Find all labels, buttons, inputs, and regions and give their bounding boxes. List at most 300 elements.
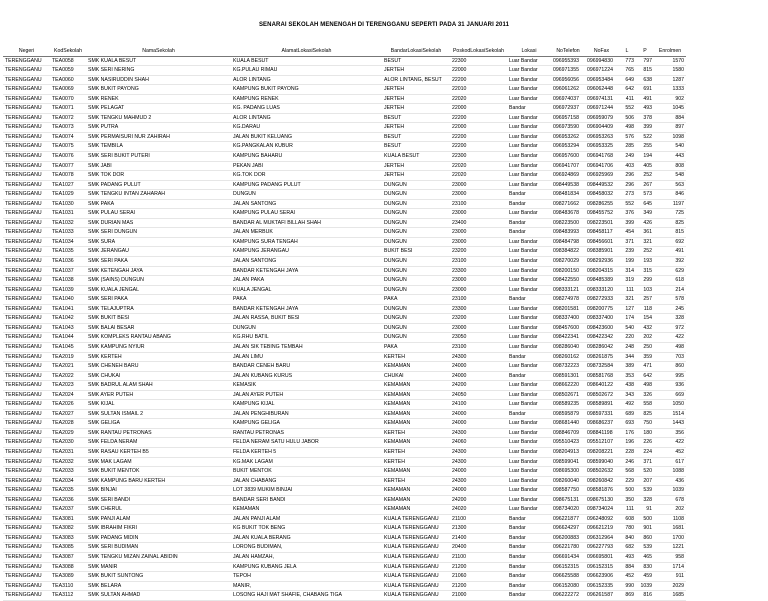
cell-bandar: KEMAMAN [384,391,411,398]
column-header-no-fax: NoFax [585,47,618,56]
cell-lokasi: Bandar [509,525,526,532]
cell-nama-sekolah: SMK BELARA [88,582,122,589]
cell-enrolmen: 422 [675,439,684,446]
cell-enrolmen: 884 [675,114,684,121]
table-row [3,371,686,381]
cell-no-telefon: 098483993 [553,229,579,236]
cell-bandar: DUNGUN [384,200,407,207]
table-row [3,333,686,343]
table-row [3,276,686,286]
cell-negeri: TERENGGANU [5,496,42,503]
cell-lokasi: Bandar [509,105,526,112]
cell-nama-sekolah: SMK RANTAU PETRONAS [88,429,152,436]
cell-poskod: 24000 [452,410,467,417]
cell-nama-sekolah: SMK BUKIT SUNTONG [88,573,144,580]
cell-enrolmen: 703 [675,353,684,360]
cell-enrolmen: 860 [675,363,684,370]
table-row [3,486,686,496]
cell-lokasi: Luar Bandar [509,468,538,475]
cell-perempuan: 118 [643,305,652,312]
cell-no-fax: 098841198 [587,429,613,436]
cell-lelaki: 220 [625,334,634,341]
cell-perempuan: 573 [643,191,652,198]
cell-perempuan: 860 [643,534,652,541]
cell-nama-sekolah: SMK PULAU SERAI [88,210,135,217]
cell-no-fax: 096953263 [587,133,613,140]
cell-bandar: KERTEH [384,448,405,455]
cell-alamat: JALAN KUBANG KURUS [233,372,293,379]
cell-nama-sekolah: SMK SERI BUKIT PUTERI [88,153,150,160]
cell-lelaki: 500 [625,487,634,494]
cell-bandar: KEMAMAN [384,382,411,389]
cell-alamat: LOSONG HAJI MAT SHAFIE, CHABANG TIGA [233,592,342,599]
cell-lelaki: 608 [625,515,634,522]
cell-kod-sekolah: TEA2035 [52,487,74,494]
cell-nama-sekolah: SMK TELAJUPTRA [88,305,134,312]
cell-alamat: KEMASIK [233,382,257,389]
cell-poskod: 23000 [452,181,467,188]
cell-no-telefon: 098201581 [553,305,579,312]
cell-lelaki: 239 [625,248,634,255]
cell-no-telefon: 098732223 [553,363,579,370]
column-header-lelaki: L [618,47,636,56]
cell-no-telefon: 098200150 [553,267,579,274]
cell-poskod: 23100 [452,343,467,350]
cell-negeri: TERENGGANU [5,372,42,379]
table-row [3,428,686,438]
cell-no-telefon: 098333121 [553,286,579,293]
cell-enrolmen: 498 [675,343,684,350]
cell-bandar: DUNGUN [384,238,407,245]
cell-nama-sekolah: SMK TOK DOR [88,172,125,179]
table-row [3,362,686,372]
cell-enrolmen: 422 [675,334,684,341]
cell-kod-sekolah: TEA2037 [52,506,74,513]
cell-kod-sekolah: TEA3088 [52,563,74,570]
cell-alamat: KG.RHU BATIL [233,334,269,341]
cell-no-telefon: 096200883 [553,534,579,541]
cell-poskod: 23000 [452,238,467,245]
column-header-alamat: AlamatLokasiSekolah [231,47,382,56]
cell-negeri: TERENGGANU [5,296,42,303]
cell-bandar: KUALA TERENGGANU [384,553,439,560]
cell-kod-sekolah: TEA2021 [52,363,74,370]
cell-no-fax: 096248092 [587,515,613,522]
cell-bandar: DUNGUN [384,219,407,226]
cell-poskod: 24300 [452,353,467,360]
cell-alamat: KG.PULAU RIMAU [233,67,278,74]
cell-poskod: 22300 [452,153,467,160]
cell-alamat: KG.TOK DOR [233,172,266,179]
cell-kod-sekolah: TEA1034 [52,238,74,245]
cell-enrolmen: 1443 [672,420,684,427]
cell-negeri: TERENGGANU [5,315,42,322]
cell-lokasi: Bandar [509,563,526,570]
cell-perempuan: 321 [643,238,652,245]
cell-perempuan: 539 [643,487,652,494]
cell-perempuan: 522 [643,133,652,140]
table-row [3,409,686,419]
table-row [3,180,686,190]
table-row [3,75,686,85]
cell-poskod: 23300 [452,267,467,274]
cell-no-telefon: 096957158 [553,114,579,121]
cell-no-fax: 098734024 [587,506,613,513]
cell-bandar: DUNGUN [384,334,407,341]
cell-no-fax: 096062448 [587,86,613,93]
cell-kod-sekolah: TEA3089 [52,573,74,580]
cell-bandar: DUNGUN [384,258,407,265]
table-row [3,161,686,171]
cell-nama-sekolah: SMK RASAU KERTEH B5 [88,448,149,455]
cell-negeri: TERENGGANU [5,525,42,532]
cell-nama-sekolah: SMK SURA [88,238,116,245]
cell-lelaki: 273 [625,191,634,198]
cell-enrolmen: 392 [675,258,684,265]
column-header-negeri: Negeri [3,47,50,56]
table-row [3,476,686,486]
cell-perempuan: 432 [643,324,652,331]
cell-no-fax: 096941706 [587,162,613,169]
cell-alamat: FELDA NERAM SATU HULU JABOR [233,439,319,446]
cell-negeri: TERENGGANU [5,86,42,93]
cell-lokasi: Bandar [509,573,526,580]
cell-enrolmen: 617 [675,458,684,465]
cell-poskod: 21060 [452,573,467,580]
cell-poskod: 24300 [452,458,467,465]
cell-negeri: TERENGGANU [5,153,42,160]
cell-lokasi: Bandar [509,219,526,226]
cell-kod-sekolah: TEA2033 [52,468,74,475]
cell-nama-sekolah: SMK FELDA NERAM [88,439,138,446]
cell-lelaki: 228 [625,448,634,455]
table-row [3,295,686,305]
cell-alamat: KG.MAK LAGAM [233,458,273,465]
cell-no-telefon: 096152080 [553,582,579,589]
cell-nama-sekolah: SMK (SAINS) DUNGUN [88,277,144,284]
cell-no-telefon: 098271662 [553,200,579,207]
cell-kod-sekolah: TEA2027 [52,410,74,417]
cell-negeri: TERENGGANU [5,305,42,312]
cell-no-telefon: 096953262 [553,133,579,140]
cell-enrolmen: 1700 [672,534,684,541]
table-row [3,237,686,247]
cell-nama-sekolah: SMK PERMAISURI NUR ZAHIRAH [88,133,170,140]
cell-alamat: KAMPUNG BUKIT PAYONG [233,86,299,93]
cell-enrolmen: 1221 [672,544,684,551]
table-row [3,533,686,543]
cell-enrolmen: 356 [675,429,684,436]
cell-no-fax: 098385901 [587,248,613,255]
cell-perempuan: 465 [643,553,652,560]
table-row [3,562,686,572]
cell-perempuan: 399 [643,124,652,131]
cell-alamat: JALAN PENGHIBURAN [233,410,289,417]
cell-no-fax: 098200775 [587,305,613,312]
cell-enrolmen: 540 [675,143,684,150]
cell-enrolmen: 1333 [672,86,684,93]
cell-negeri: TERENGGANU [5,410,42,417]
cell-no-fax: 098333120 [587,286,613,293]
cell-lokasi: Bandar [509,191,526,198]
cell-no-telefon: 098675131 [553,496,579,503]
cell-lelaki: 576 [625,133,634,140]
cell-kod-sekolah: TEA1043 [52,324,74,331]
cell-no-fax: 098502632 [587,468,613,475]
column-header-bandar: BandarLokasiSekolah [382,47,450,56]
cell-bandar: KERTEH [384,477,405,484]
cell-bandar: CHUKAI [384,372,404,379]
cell-nama-sekolah: SMK MAK LAGAM [88,458,132,465]
cell-lokasi: Luar Bandar [509,458,538,465]
cell-no-fax: 098581876 [587,487,613,494]
cell-poskod: 24000 [452,372,467,379]
cell-alamat: JALAN CHABANG [233,477,277,484]
cell-alamat: PAKA [233,296,247,303]
cell-no-fax: 098261875 [587,353,613,360]
cell-poskod: 21300 [452,525,467,532]
cell-perempuan: 252 [643,172,652,179]
cell-no-fax: 096971244 [587,105,613,112]
cell-bandar: JERTEH [384,162,405,169]
cell-nama-sekolah: SMK PADANG MIDIN [88,534,139,541]
cell-lelaki: 319 [625,277,634,284]
table-row [3,123,686,133]
cell-lokasi: Luar Bandar [509,506,538,513]
cell-kod-sekolah: TEA1037 [52,267,74,274]
cell-poskod: 23000 [452,229,467,236]
cell-bandar: KUALA BESUT [384,153,420,160]
cell-poskod: 22200 [452,143,467,150]
cell-bandar: KUALA TERENGGANU [384,544,439,551]
cell-nama-sekolah: SMK KOMPLEKS RANTAU ABANG [88,334,171,341]
table-row [3,218,686,228]
cell-poskod: 24000 [452,363,467,370]
cell-enrolmen: 1570 [672,57,684,64]
table-row [3,228,686,238]
cell-no-telefon: 096974037 [553,95,579,102]
cell-perempuan: 426 [643,219,652,226]
cell-alamat: ALOR LINTANG [233,114,271,121]
cell-lelaki: 642 [625,86,634,93]
table-row [3,190,686,200]
cell-lokasi: Bandar [509,534,526,541]
cell-kod-sekolah: TEA1041 [52,305,74,312]
cell-bandar: KEMAMAN [384,439,411,446]
cell-poskod: 24020 [452,506,467,513]
cell-lelaki: 438 [625,382,634,389]
cell-no-fax: 098732584 [587,363,613,370]
cell-kod-sekolah: TEA1039 [52,286,74,293]
cell-alamat: KG. PADANG LUAS [233,105,280,112]
cell-no-telefon: 096957600 [553,153,579,160]
cell-bandar: KEMAMAN [384,420,411,427]
cell-no-fax: 098597331 [587,410,613,417]
table-row [3,591,686,601]
cell-bandar: KEMAMAN [384,506,411,513]
cell-lelaki: 248 [625,343,634,350]
table-row [3,467,686,477]
cell-lelaki: 411 [625,95,634,102]
cell-poskod: 23100 [452,296,467,303]
cell-alamat: KG.PANGKALAN KUBUR [233,143,293,150]
cell-poskod: 24300 [452,429,467,436]
cell-alamat: BANDAR CENEH BARU [233,363,291,370]
table-row [3,304,686,314]
table-row [3,419,686,429]
cell-kod-sekolah: TEA1036 [52,258,74,265]
cell-perempuan: 326 [643,391,652,398]
cell-lokasi: Bandar [509,353,526,360]
cell-bandar: DUNGUN [384,181,407,188]
cell-nama-sekolah: SMK BUKIT MENTOK [88,468,140,475]
cell-nama-sekolah: SMK KUALA BESUT [88,57,137,64]
cell-perempuan: 255 [643,143,652,150]
table-row [3,247,686,257]
cell-lelaki: 296 [625,172,634,179]
cell-alamat: BANDAR KETENGAH JAYA [233,267,299,274]
cell-poskod: 24000 [452,487,467,494]
cell-lokasi: Bandar [509,582,526,589]
cell-no-fax: 098272933 [587,296,613,303]
cell-nama-sekolah: SMK SERI NERING [88,67,135,74]
cell-negeri: TERENGGANU [5,67,42,74]
column-header-perempuan: P [636,47,654,56]
cell-poskod: 22000 [452,67,467,74]
cell-enrolmen: 897 [675,124,684,131]
cell-no-fax: 095512107 [587,439,613,446]
cell-nama-sekolah: SMK CHUKAI [88,372,121,379]
cell-perempuan: 299 [643,277,652,284]
cell-negeri: TERENGGANU [5,592,42,599]
cell-alamat: JALAN PANJI ALAM [233,515,281,522]
cell-nama-sekolah: SMK TENGKU MIZAN ZAINAL ABIDIN [88,553,178,560]
cell-no-telefon: 098589235 [553,401,579,408]
cell-bandar: BUKIT BESI [384,248,413,255]
cell-no-fax: 098581768 [587,372,613,379]
cell-alamat: JALAN LIMU [233,353,263,360]
cell-negeri: TERENGGANU [5,382,42,389]
cell-poskod: 22200 [452,114,467,121]
cell-poskod: 21400 [452,534,467,541]
cell-enrolmen: 846 [675,191,684,198]
cell-lelaki: 689 [625,410,634,417]
cell-no-telefon: 096941707 [553,162,579,169]
cell-kod-sekolah: TEA2031 [52,448,74,455]
cell-alamat: KUALA JENGAL [233,286,272,293]
table-row [3,323,686,333]
cell-kod-sekolah: TEA0059 [52,67,74,74]
cell-alamat: MANIR, [233,582,252,589]
cell-kod-sekolah: TEA3112 [52,592,74,599]
cell-poskod: 24300 [452,477,467,484]
cell-enrolmen: 452 [675,448,684,455]
cell-enrolmen: 1088 [672,468,684,475]
cell-kod-sekolah: TEA0070 [52,95,74,102]
cell-perempuan: 493 [643,105,652,112]
cell-bandar: KEMAMAN [384,496,411,503]
cell-no-telefon: 098457600 [553,324,579,331]
cell-bandar: KUALA TERENGGANU [384,582,439,589]
cell-kod-sekolah: TEA1030 [52,200,74,207]
table-row [3,352,686,362]
cell-poskod: 23100 [452,200,467,207]
cell-bandar: DUNGUN [384,210,407,217]
cell-nama-sekolah: SMK SERI BANDI [88,496,131,503]
cell-nama-sekolah: SMK TENGKU INTAN ZAHARAH [88,191,166,198]
cell-alamat: JALAN KUALA BERANG [233,534,291,541]
cell-kod-sekolah: TEA2022 [52,372,74,379]
cell-kod-sekolah: TEA1033 [52,229,74,236]
table-row [3,142,686,152]
cell-enrolmen: 563 [675,181,684,188]
cell-negeri: TERENGGANU [5,343,42,350]
cell-negeri: TERENGGANU [5,553,42,560]
cell-lelaki: 314 [625,267,634,274]
cell-lelaki: 199 [625,258,634,265]
cell-enrolmen: 1681 [672,525,684,532]
cell-kod-sekolah: TEA0073 [52,124,74,131]
cell-kod-sekolah: TEA1040 [52,296,74,303]
table-row [3,438,686,448]
cell-enrolmen: 578 [675,296,684,303]
cell-lokasi: Luar Bandar [509,305,538,312]
cell-lokasi: Luar Bandar [509,382,538,389]
cell-negeri: TERENGGANU [5,353,42,360]
cell-enrolmen: 911 [675,573,684,580]
cell-negeri: TERENGGANU [5,458,42,465]
cell-bandar: BESUT [384,114,402,121]
cell-negeri: TERENGGANU [5,258,42,265]
cell-lelaki: 296 [625,181,634,188]
table-row [3,104,686,114]
cell-poskod: 22020 [452,162,467,169]
cell-nama-sekolah: SMK BINJAI [88,487,117,494]
cell-perempuan: 638 [643,76,652,83]
cell-negeri: TERENGGANU [5,219,42,226]
table-row [3,447,686,457]
cell-poskod: 23300 [452,305,467,312]
cell-bandar: DUNGUN [384,191,407,198]
column-header-poskod: PoskodLokasiSekolah [450,47,507,56]
cell-lokasi: Luar Bandar [509,248,538,255]
cell-lokasi: Luar Bandar [509,324,538,331]
column-header-nama-sekolah: NamaSekolah [86,47,231,56]
cell-lelaki: 111 [626,286,634,293]
cell-alamat: KAMPUNG PADANG PULUT [233,181,301,188]
cell-perempuan: 830 [643,563,652,570]
cell-nama-sekolah: SMK CHERUL [88,506,123,513]
cell-no-fax: 098485389 [587,277,613,284]
table-row [3,342,686,352]
cell-lokasi: Bandar [509,296,526,303]
cell-negeri: TERENGGANU [5,162,42,169]
cell-no-telefon: 098422341 [553,334,579,341]
cell-kod-sekolah: TEA3085 [52,544,74,551]
cell-alamat: KUALA BESUT [233,57,269,64]
cell-lelaki: 174 [625,315,634,322]
cell-perempuan: 315 [643,267,652,274]
cell-perempuan: 226 [643,439,652,446]
cell-nama-sekolah: SMK KAMPUNG BARU KERTEH [88,477,166,484]
cell-perempuan: 180 [643,429,652,436]
cell-negeri: TERENGGANU [5,391,42,398]
cell-bandar: DUNGUN [384,305,407,312]
cell-alamat: KAMPUNG KUBANG JELA [233,563,297,570]
cell-negeri: TERENGGANU [5,429,42,436]
cell-perempuan: 361 [643,229,652,236]
table-row [3,524,686,534]
